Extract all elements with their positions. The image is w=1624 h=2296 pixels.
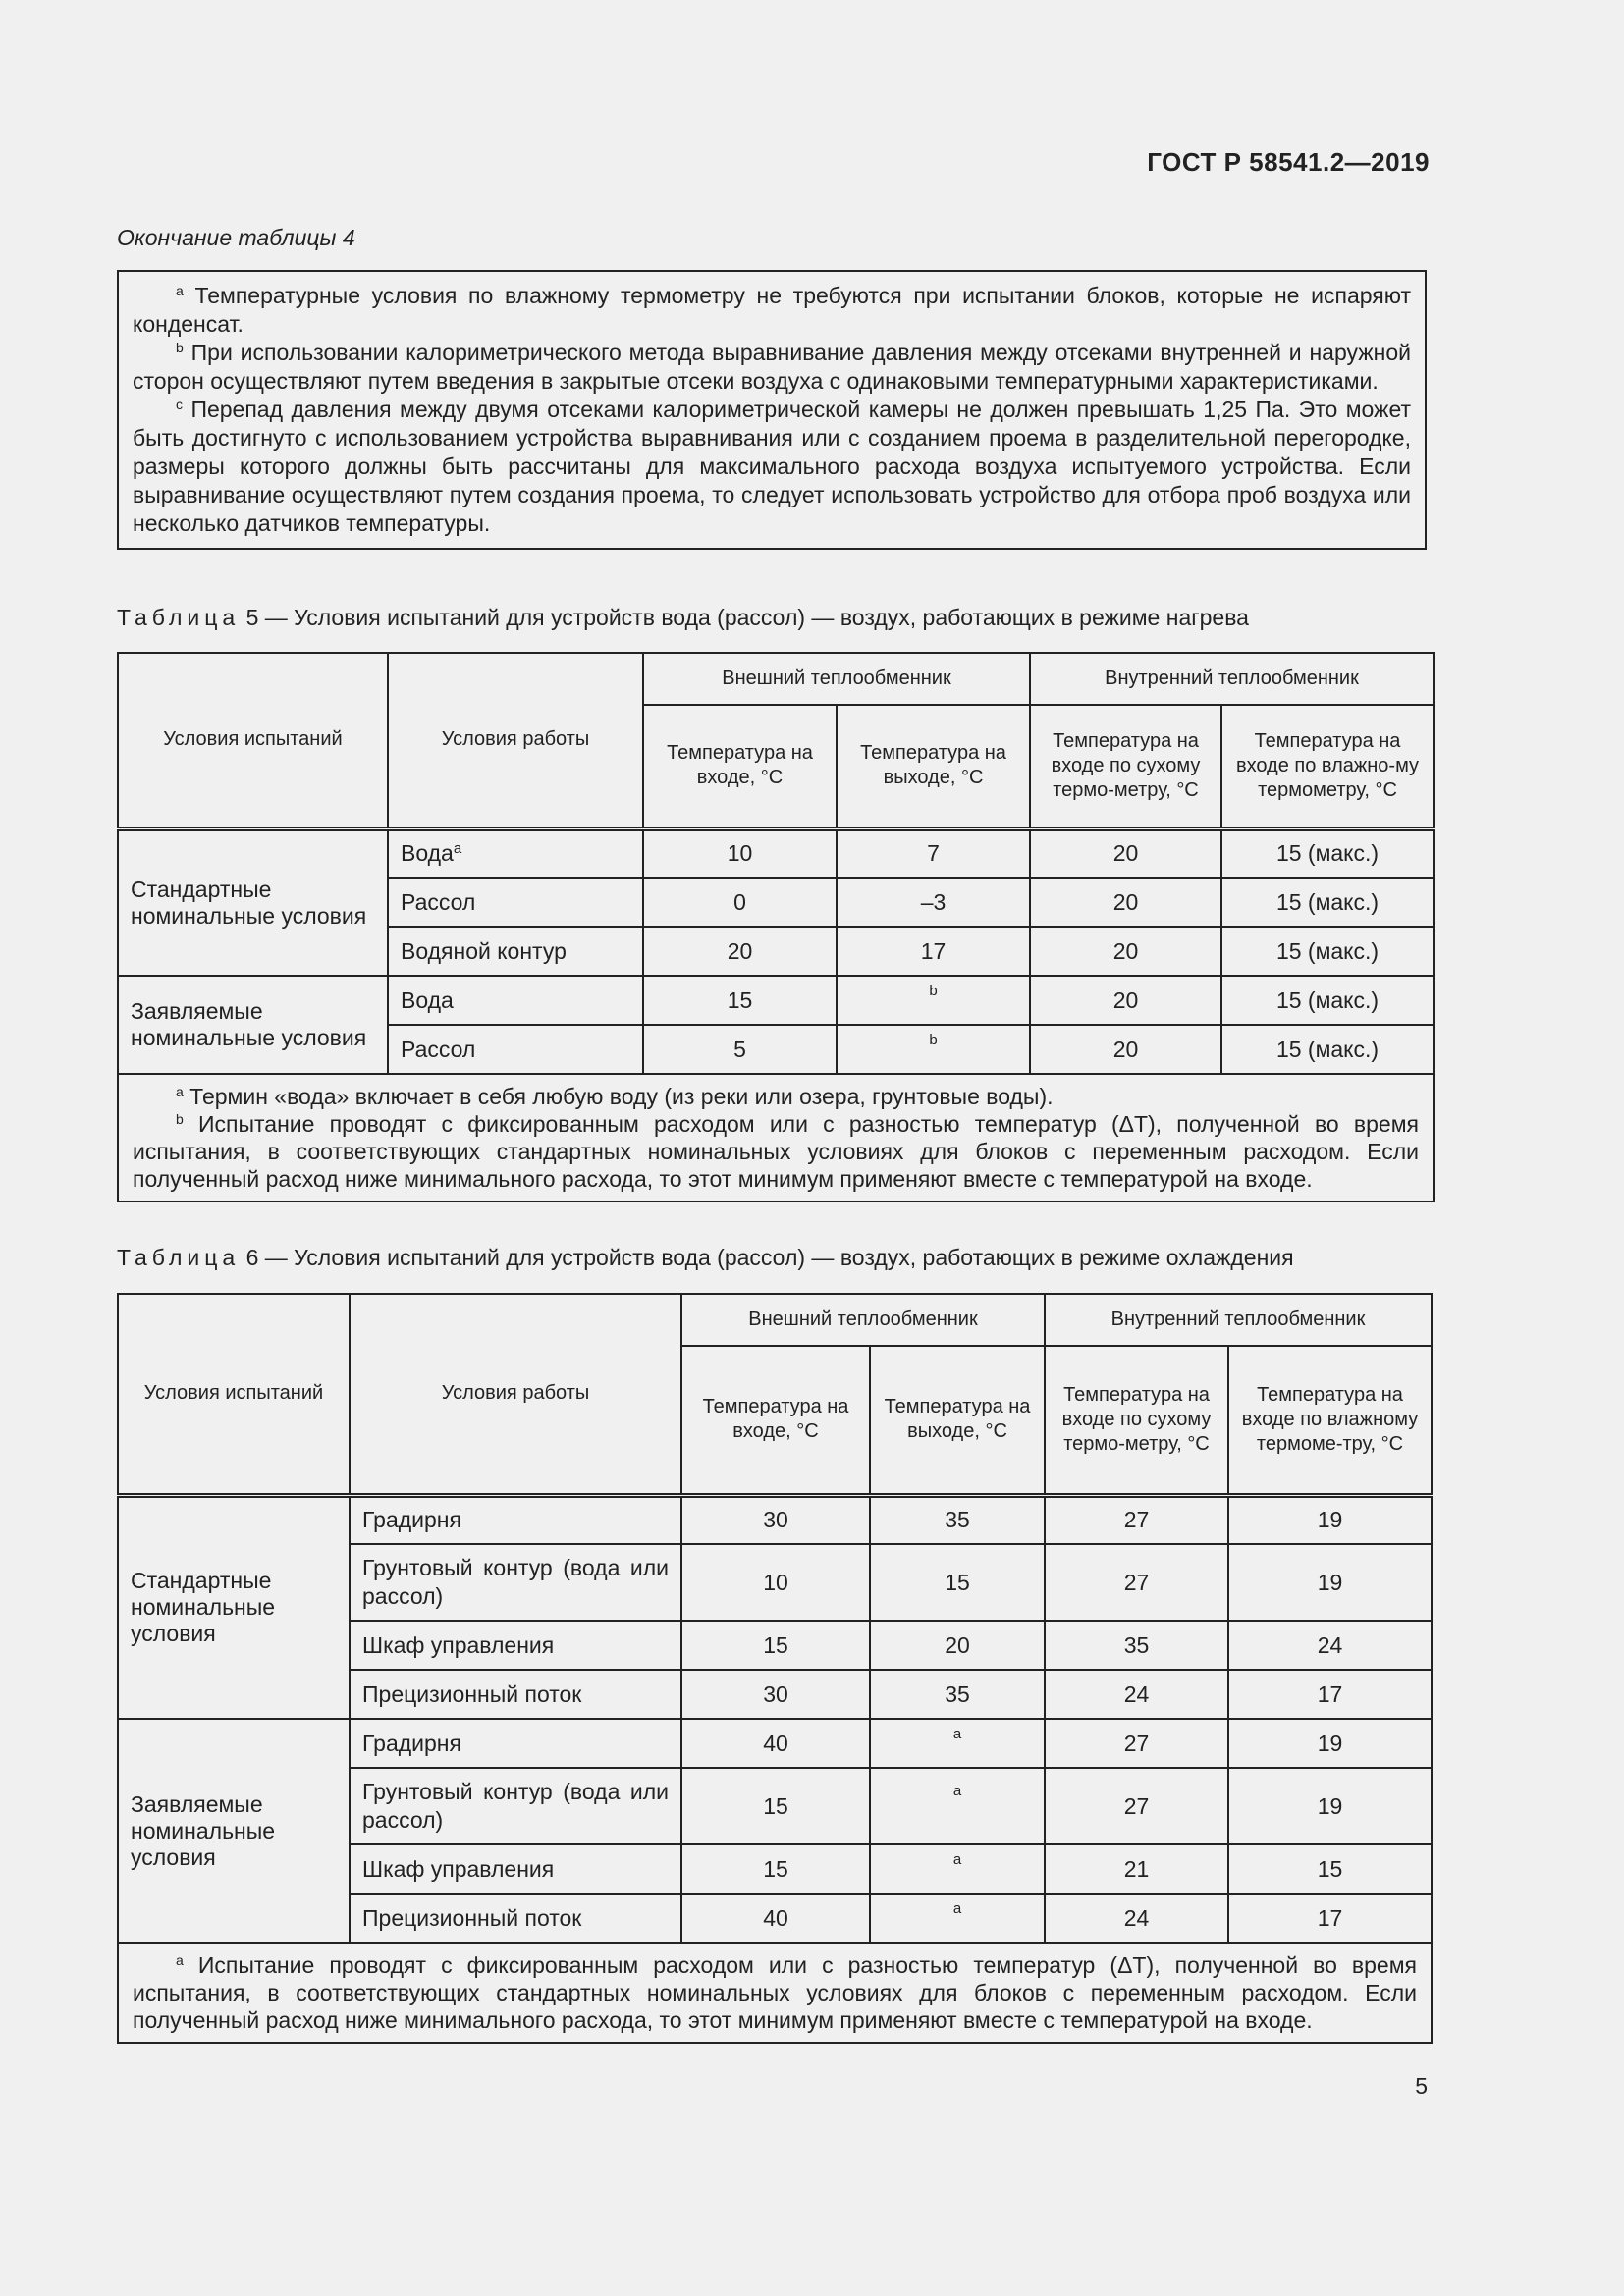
header-external-exchanger: Внешний теплообменник — [643, 653, 1030, 705]
wet-bulb-value: 17 — [1228, 1670, 1432, 1719]
dry-bulb-value: 20 — [1030, 1025, 1221, 1074]
dry-bulb-value: 27 — [1045, 1544, 1228, 1621]
operation-cell — [350, 1544, 681, 1621]
wet-bulb-value: 19 — [1228, 1495, 1432, 1544]
footnote-mark: a — [952, 1900, 962, 1917]
footnote-text: Температурные условия по влажному термометру не требуются при испытании блоков, которые не испаряют конденсат. — [133, 283, 1411, 337]
inlet-value: 0 — [643, 878, 837, 927]
footnote-mark: a — [176, 1952, 184, 1968]
operation-cell: Шкаф управления — [350, 1621, 681, 1670]
operation-cell: Градирня — [350, 1719, 681, 1768]
header-dry-bulb-temp: Температура на входе по сухому термо-метру, °C — [1045, 1346, 1228, 1495]
dry-bulb-value: 20 — [1030, 976, 1221, 1025]
table6-caption — [117, 1245, 1294, 1271]
outlet-value: 7 — [837, 828, 1030, 878]
footnote-text: Испытание проводят с фиксированным расходом или с разностью температур (ΔT), полученной во время испытания, в соответствующих стандартных номинальных условиях для блоков с переменным расходом. Если полученный расход ниже минимального расхода, то этот минимум применяют вместе с температурой на входе. — [133, 1111, 1419, 1192]
inlet-value: 5 — [643, 1025, 837, 1074]
table-row — [118, 1719, 1432, 1768]
inlet-value: 10 — [643, 828, 837, 878]
inlet-value: 15 — [681, 1768, 870, 1844]
dry-bulb-value: 27 — [1045, 1495, 1228, 1544]
header-operating-conditions: Условия работы — [350, 1294, 681, 1495]
footnote-mark: a — [176, 1084, 184, 1099]
footnote-mark: a — [453, 840, 462, 858]
wet-bulb-value: 15 (макс.) — [1221, 976, 1434, 1025]
outlet-value: 35 — [870, 1495, 1045, 1544]
outlet-value — [837, 976, 1030, 1025]
wet-bulb-value: 19 — [1228, 1719, 1432, 1768]
inlet-value: 15 — [643, 976, 837, 1025]
wet-bulb-value: 15 — [1228, 1844, 1432, 1894]
header-internal-exchanger: Внутренний теплообменник — [1045, 1294, 1432, 1346]
footnote — [133, 1951, 1417, 2034]
footnote-mark: a — [952, 1726, 962, 1742]
operation-cell: Прецизионный поток — [350, 1670, 681, 1719]
dry-bulb-value: 20 — [1030, 828, 1221, 878]
group-cell — [118, 976, 388, 1074]
group-label: Заявляемые номинальные условия — [131, 998, 367, 1050]
footnote — [133, 1110, 1419, 1193]
table5-footnotes — [118, 1074, 1434, 1201]
header-inlet-temp: Температура на входе, °C — [681, 1346, 870, 1495]
footnote-mark: b — [929, 1032, 938, 1048]
operation-cell: Водяной контур — [388, 927, 643, 976]
outlet-value — [837, 1025, 1030, 1074]
footnote-text: При использовании калориметрического метода выравнивание давления между отсеками внутренней и наружной сторон осуществляют путем введения в закрытые отсеки воздуха с одинаковыми температурными характеристиками. — [133, 340, 1411, 394]
inlet-value: 30 — [681, 1670, 870, 1719]
wet-bulb-value: 15 (макс.) — [1221, 1025, 1434, 1074]
footnote — [133, 396, 1411, 538]
header-test-conditions: Условия испытаний — [118, 1294, 350, 1495]
operation-cell: Шкаф управления — [350, 1844, 681, 1894]
footnote-mark: b — [176, 340, 184, 355]
outlet-value: 17 — [837, 927, 1030, 976]
dry-bulb-value: 27 — [1045, 1719, 1228, 1768]
footnote-mark: b — [176, 1111, 184, 1127]
table-continuation-label: Окончание таблицы 4 — [117, 225, 355, 250]
footnote-text: Испытание проводят с фиксированным расходом или с разностью температур (ΔT), полученной во время испытания, в соответствующих стандартных номинальных условиях для блоков с переменным расходом. Если полученный расход ниже минимального расхода, то этот минимум применяют вместе с температурой на входе. — [133, 1952, 1417, 2033]
header-external-exchanger: Внешний теплообменник — [681, 1294, 1045, 1346]
operation-cell: Рассол — [388, 1025, 643, 1074]
page-number: 5 — [1415, 2073, 1428, 2099]
footnote-text: Термин «вода» включает в себя любую воду (из реки или озера, грунтовые воды). — [183, 1084, 1054, 1109]
wet-bulb-value: 15 (макс.) — [1221, 828, 1434, 878]
table5 — [117, 652, 1435, 1202]
table-row — [118, 1495, 1432, 1544]
document-code: ГОСТ Р 58541.2—2019 — [1147, 147, 1430, 177]
dry-bulb-value: 35 — [1045, 1621, 1228, 1670]
header-operating-conditions: Условия работы — [388, 653, 643, 828]
operation-cell: Прецизионный поток — [350, 1894, 681, 1943]
table-footnotes-row — [118, 1943, 1432, 2043]
table-row — [118, 828, 1434, 878]
footnote — [133, 1083, 1419, 1110]
operation-cell — [388, 828, 643, 878]
inlet-value: 15 — [681, 1844, 870, 1894]
table-caption-text: 6 — Условия испытаний для устройств вода (рассол) — воздух, работающих в режиме охлаждения — [240, 1245, 1294, 1270]
operation-cell: Градирня — [350, 1495, 681, 1544]
table-caption-word: Таблица — [117, 605, 241, 630]
operation-label: Вода — [401, 840, 454, 867]
table-row — [118, 976, 1434, 1025]
group-cell — [118, 1719, 350, 1943]
table-footnotes-row — [118, 1074, 1434, 1201]
header-test-conditions: Условия испытаний — [118, 653, 388, 828]
footnote-mark: c — [176, 397, 183, 412]
operation-label: Грунтовый контур (вода или рассол) — [362, 1779, 669, 1833]
dry-bulb-value: 21 — [1045, 1844, 1228, 1894]
outlet-value: 20 — [870, 1621, 1045, 1670]
outlet-value — [870, 1844, 1045, 1894]
wet-bulb-value: 19 — [1228, 1768, 1432, 1844]
footnote-mark: b — [929, 983, 938, 999]
header-wet-bulb-temp: Температура на входе по влажно-му термометру, °C — [1221, 705, 1434, 828]
inlet-value: 40 — [681, 1719, 870, 1768]
group-cell — [118, 1495, 350, 1719]
outlet-value — [870, 1894, 1045, 1943]
footnote — [133, 339, 1411, 396]
group-label: Заявляемые номинальные условия — [131, 1790, 276, 1870]
wet-bulb-value: 15 (макс.) — [1221, 878, 1434, 927]
header-inlet-temp: Температура на входе, °C — [643, 705, 837, 828]
outlet-value: –3 — [837, 878, 1030, 927]
inlet-value: 40 — [681, 1894, 870, 1943]
header-wet-bulb-temp: Температура на входе по влажному термоме-тру, °C — [1228, 1346, 1432, 1495]
footnote-mark: a — [952, 1783, 962, 1799]
operation-label: Грунтовый контур (вода или рассол) — [362, 1555, 669, 1609]
group-cell — [118, 828, 388, 976]
group-label: Стандартные номинальные условия — [131, 876, 367, 929]
header-dry-bulb-temp: Температура на входе по сухому термо-метру, °C — [1030, 705, 1221, 828]
header-outlet-temp: Температура на выходе, °C — [870, 1346, 1045, 1495]
inlet-value: 15 — [681, 1621, 870, 1670]
dry-bulb-value: 20 — [1030, 878, 1221, 927]
outlet-value — [870, 1768, 1045, 1844]
group-label: Стандартные номинальные условия — [131, 1568, 276, 1647]
wet-bulb-value: 19 — [1228, 1544, 1432, 1621]
footnote-text: Перепад давления между двумя отсеками калориметрической камеры не должен превышать 1,25 Па. Это может быть достигнуто с использованием устройства выравнивания или с созданием проема в разделительной перегородке, размеры которого должны быть рассчитаны для максимального расхода воздуха испытуемого устройства. Если выравнивание осуществляют путем создания проема, то следует использовать устройство для отбора проб воздуха или несколько датчиков температуры. — [133, 397, 1411, 536]
inlet-value: 20 — [643, 927, 837, 976]
dry-bulb-value: 27 — [1045, 1768, 1228, 1844]
footnote — [133, 282, 1411, 339]
table-caption-text: 5 — Условия испытаний для устройств вода (рассол) — воздух, работающих в режиме нагрева — [240, 605, 1249, 630]
header-outlet-temp: Температура на выходе, °C — [837, 705, 1030, 828]
outlet-value: 15 — [870, 1544, 1045, 1621]
table4-footnotes — [117, 270, 1427, 550]
wet-bulb-value: 24 — [1228, 1621, 1432, 1670]
table6-footnotes — [118, 1943, 1432, 2043]
operation-cell: Вода — [388, 976, 643, 1025]
dry-bulb-value: 24 — [1045, 1894, 1228, 1943]
footnote-mark: a — [176, 283, 184, 298]
wet-bulb-value: 17 — [1228, 1894, 1432, 1943]
operation-cell: Рассол — [388, 878, 643, 927]
footnote-mark: a — [952, 1851, 962, 1868]
outlet-value: 35 — [870, 1670, 1045, 1719]
inlet-value: 10 — [681, 1544, 870, 1621]
inlet-value: 30 — [681, 1495, 870, 1544]
table5-caption — [117, 605, 1249, 631]
header-internal-exchanger: Внутренний теплообменник — [1030, 653, 1434, 705]
operation-cell — [350, 1768, 681, 1844]
outlet-value — [870, 1719, 1045, 1768]
dry-bulb-value: 24 — [1045, 1670, 1228, 1719]
dry-bulb-value: 20 — [1030, 927, 1221, 976]
table6 — [117, 1293, 1433, 2044]
wet-bulb-value: 15 (макс.) — [1221, 927, 1434, 976]
table-caption-word: Таблица — [117, 1245, 241, 1270]
